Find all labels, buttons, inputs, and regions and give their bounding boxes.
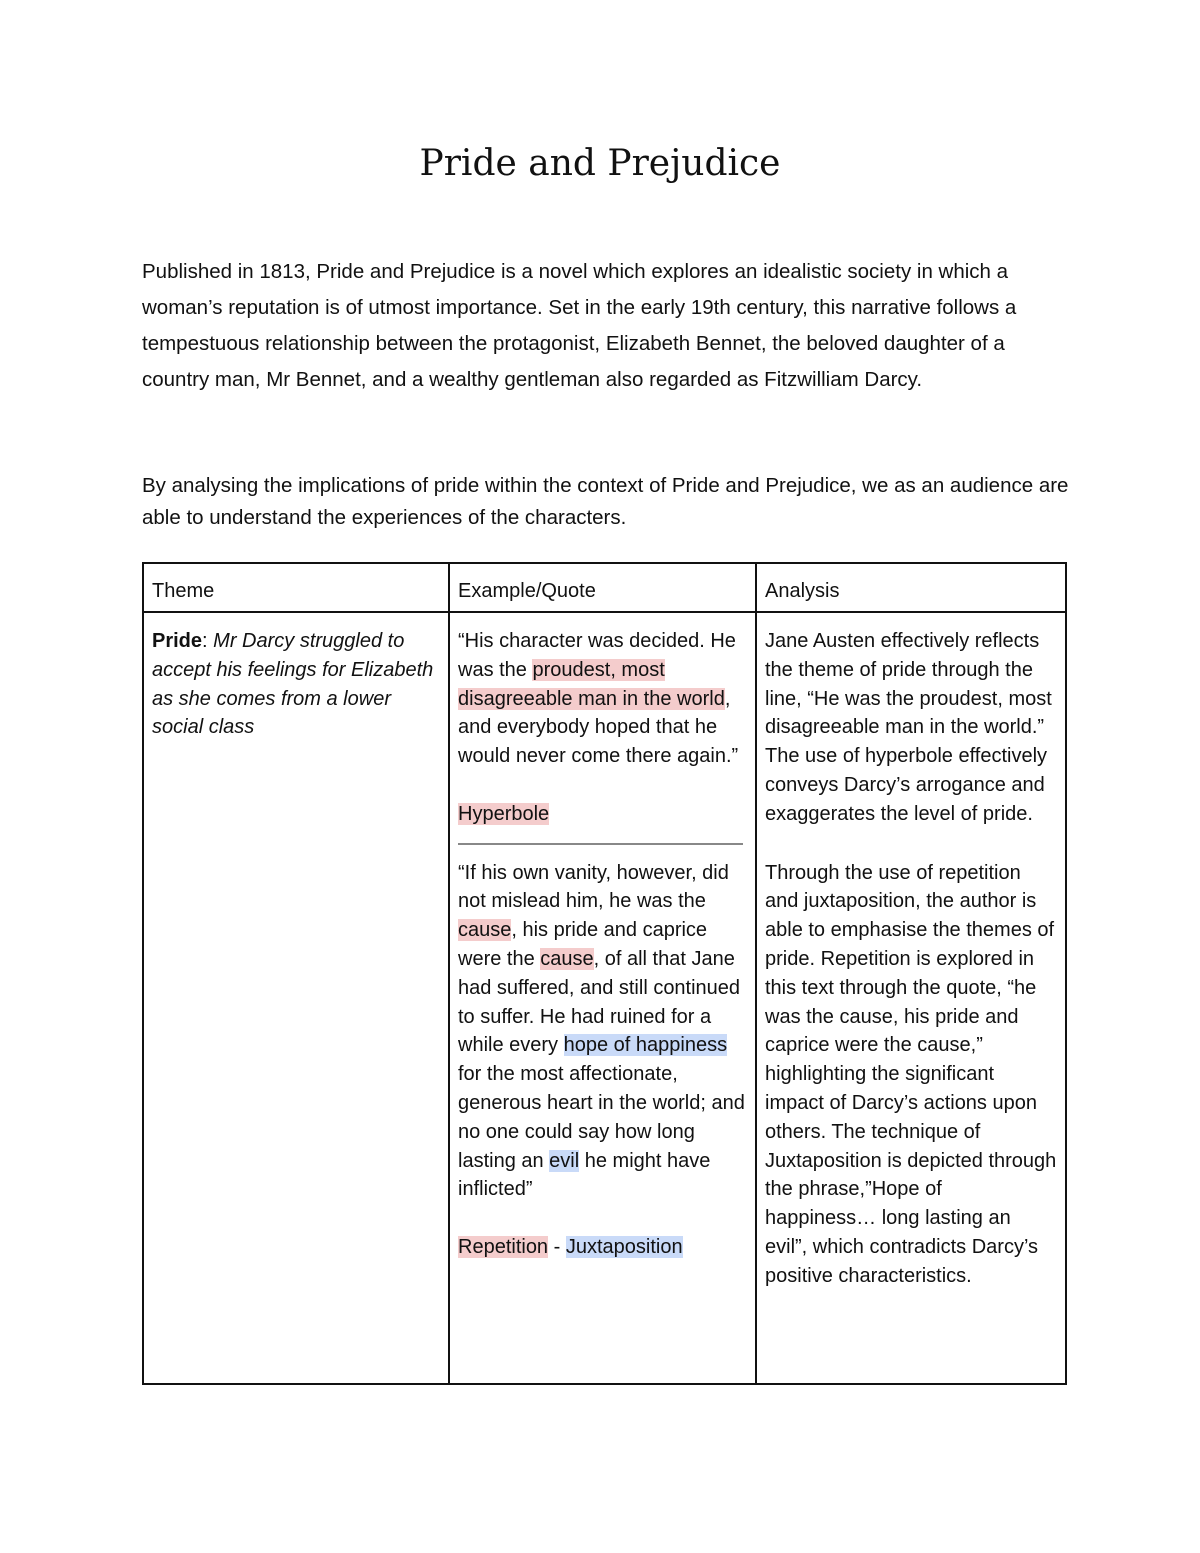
device-hyperbole: Hyperbole	[458, 802, 550, 825]
quote-2-highlight-hope: hope of happiness	[563, 1034, 728, 1057]
quote-2-text	[458, 859, 745, 1205]
intro-paragraph: Published in 1813, Pride and Prejudice is a novel which explores an idealistic society in which a woman’s reputation is of utmost importance. Set in the early 19th century, this narrative follows a tempestuous relationship between the protagonist, Elizabeth Bennet, the beloved daughter of a country man, Mr Bennet, and a wealthy gentleman also regarded as Fitzwilliam Darcy.	[142, 260, 1017, 391]
document-title: Pride and Prejudice	[419, 143, 781, 184]
theme-label: Pride	[152, 630, 203, 652]
analysis-block-2	[757, 859, 1065, 1291]
quote-divider	[458, 843, 743, 845]
second-paragraph: By analysing the implications of pride within the context of Pride and Prejudice, we as an audience are able to understand the experiences of the characters.	[142, 474, 1069, 529]
quote-2-highlight-evil: evil	[549, 1149, 580, 1172]
header-example-quote: Example/Quote	[449, 563, 756, 612]
quote-2-part-1: “If his own vanity, however, did not mislead him, he was the	[458, 861, 729, 913]
quote-2-highlight-cause-1: cause	[458, 919, 512, 942]
theme-cell	[143, 612, 449, 1384]
analysis-block-1	[757, 613, 1065, 829]
theme-separator: :	[202, 630, 214, 652]
table-row	[143, 612, 1066, 1384]
header-analysis: Analysis	[756, 563, 1066, 612]
device-repetition: Repetition	[458, 1235, 549, 1258]
quote-2-part-4: for the most affectionate, generous heart in the world; and no one could say how long lasting an	[458, 1063, 745, 1172]
quote-block-2	[450, 859, 755, 1262]
quote-2-devices	[458, 1233, 745, 1262]
device-juxtaposition: Juxtaposition	[565, 1235, 683, 1258]
quote-1-text	[458, 627, 745, 771]
analysis-spacer	[765, 843, 1053, 845]
quote-1-device	[458, 800, 745, 829]
table-header-row	[143, 563, 1066, 612]
quote-2-part-5: he might have inflicted”	[458, 1149, 711, 1201]
quote-block-1	[450, 613, 755, 829]
device-separator: -	[548, 1235, 566, 1258]
theme-cell-content	[144, 613, 448, 742]
analysis-cell	[756, 612, 1066, 1384]
quote-2-highlight-cause-2: cause	[540, 947, 594, 970]
quote-2-part-3: , of all that Jane had suffered, and still continued to suffer. He had ruined for a while every	[458, 947, 741, 1057]
theme-description: Mr Darcy struggled to accept his feelings for Elizabeth as she comes from a lower social class	[152, 630, 434, 739]
analysis-1-text: Jane Austen effectively reflects the theme of pride through the line, “He was the proudest, most disagreeable man in the world.” The use of hyperbole effectively conveys Darcy’s arrogance and exaggerates the level of pride.	[765, 630, 1052, 825]
quote-1-highlight: proudest, most disagreeable man in the world	[458, 658, 725, 710]
header-theme: Theme	[143, 563, 449, 612]
example-cell	[449, 612, 756, 1384]
quote-2-part-2: , his pride and caprice were the	[458, 919, 708, 970]
quote-1-part-2: , and everybody hoped that he would never come there again.”	[458, 687, 739, 768]
analysis-2-text: Through the use of repetition and juxtaposition, the author is able to emphasise the themes of pride. Repetition is explored in this text through the quote, “he was the cause, his pride and caprice were the cause,” highlighting the significant impact of Darcy’s actions upon others. The technique of Juxtaposition is depicted through the phrase,”Hope of happiness… long lasting an evil”, which contradicts Darcy’s positive characteristics.	[765, 861, 1057, 1287]
quote-1-part-1: “His character was decided. He was the	[458, 630, 736, 681]
theme-analysis-table	[142, 562, 1067, 1385]
